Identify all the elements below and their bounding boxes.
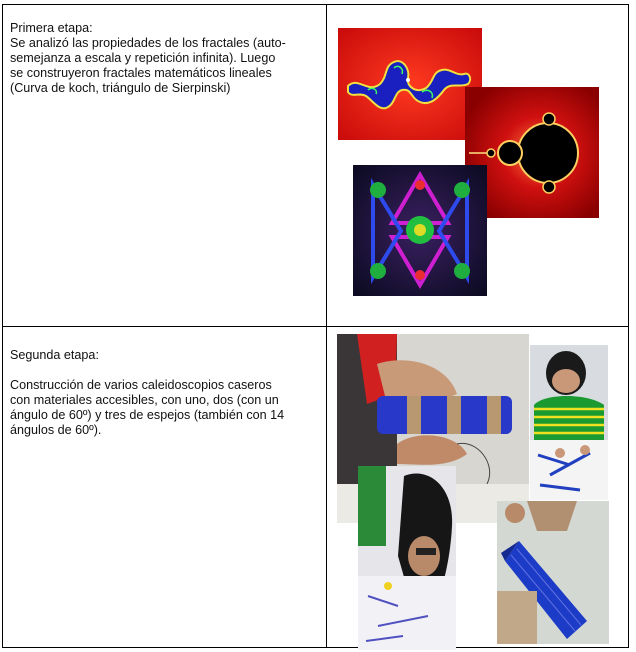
first-stage-line: semejanza a escala y repetición infinita). Luego [10,51,276,65]
julia-fractal-image [338,28,482,140]
first-stage-title: Primera etapa: [10,21,93,35]
second-stage-line: con materiales accesibles, con uno, dos (con un [10,393,279,407]
blue-kaleidoscope-prism-photo [497,501,609,644]
second-stage-title: Segunda etapa: [10,348,99,362]
document-table [2,4,629,648]
first-stage-line: se construyeron fractales matemáticos lineales [10,66,272,80]
student-cutting-mirrors-photo [358,466,456,650]
first-stage-line: Se analizó las propiedades de los fractales (auto- [10,36,286,50]
child-in-striped-shirt-photo [530,345,608,500]
kaleidoscope-pattern-image [353,165,487,296]
second-stage-line: ángulos de 60º). [10,423,102,437]
second-stage-cell [10,348,322,438]
row-divider [3,326,628,327]
column-divider [326,5,327,647]
first-stage-line: (Curva de koch, triángulo de Sierpinski) [10,81,231,95]
first-stage-cell [10,21,322,96]
second-stage-line: ángulo de 60º) y tres de espejos (también con 14 [10,408,285,422]
second-stage-line: Construcción de varios caleidoscopios caseros [10,378,272,392]
